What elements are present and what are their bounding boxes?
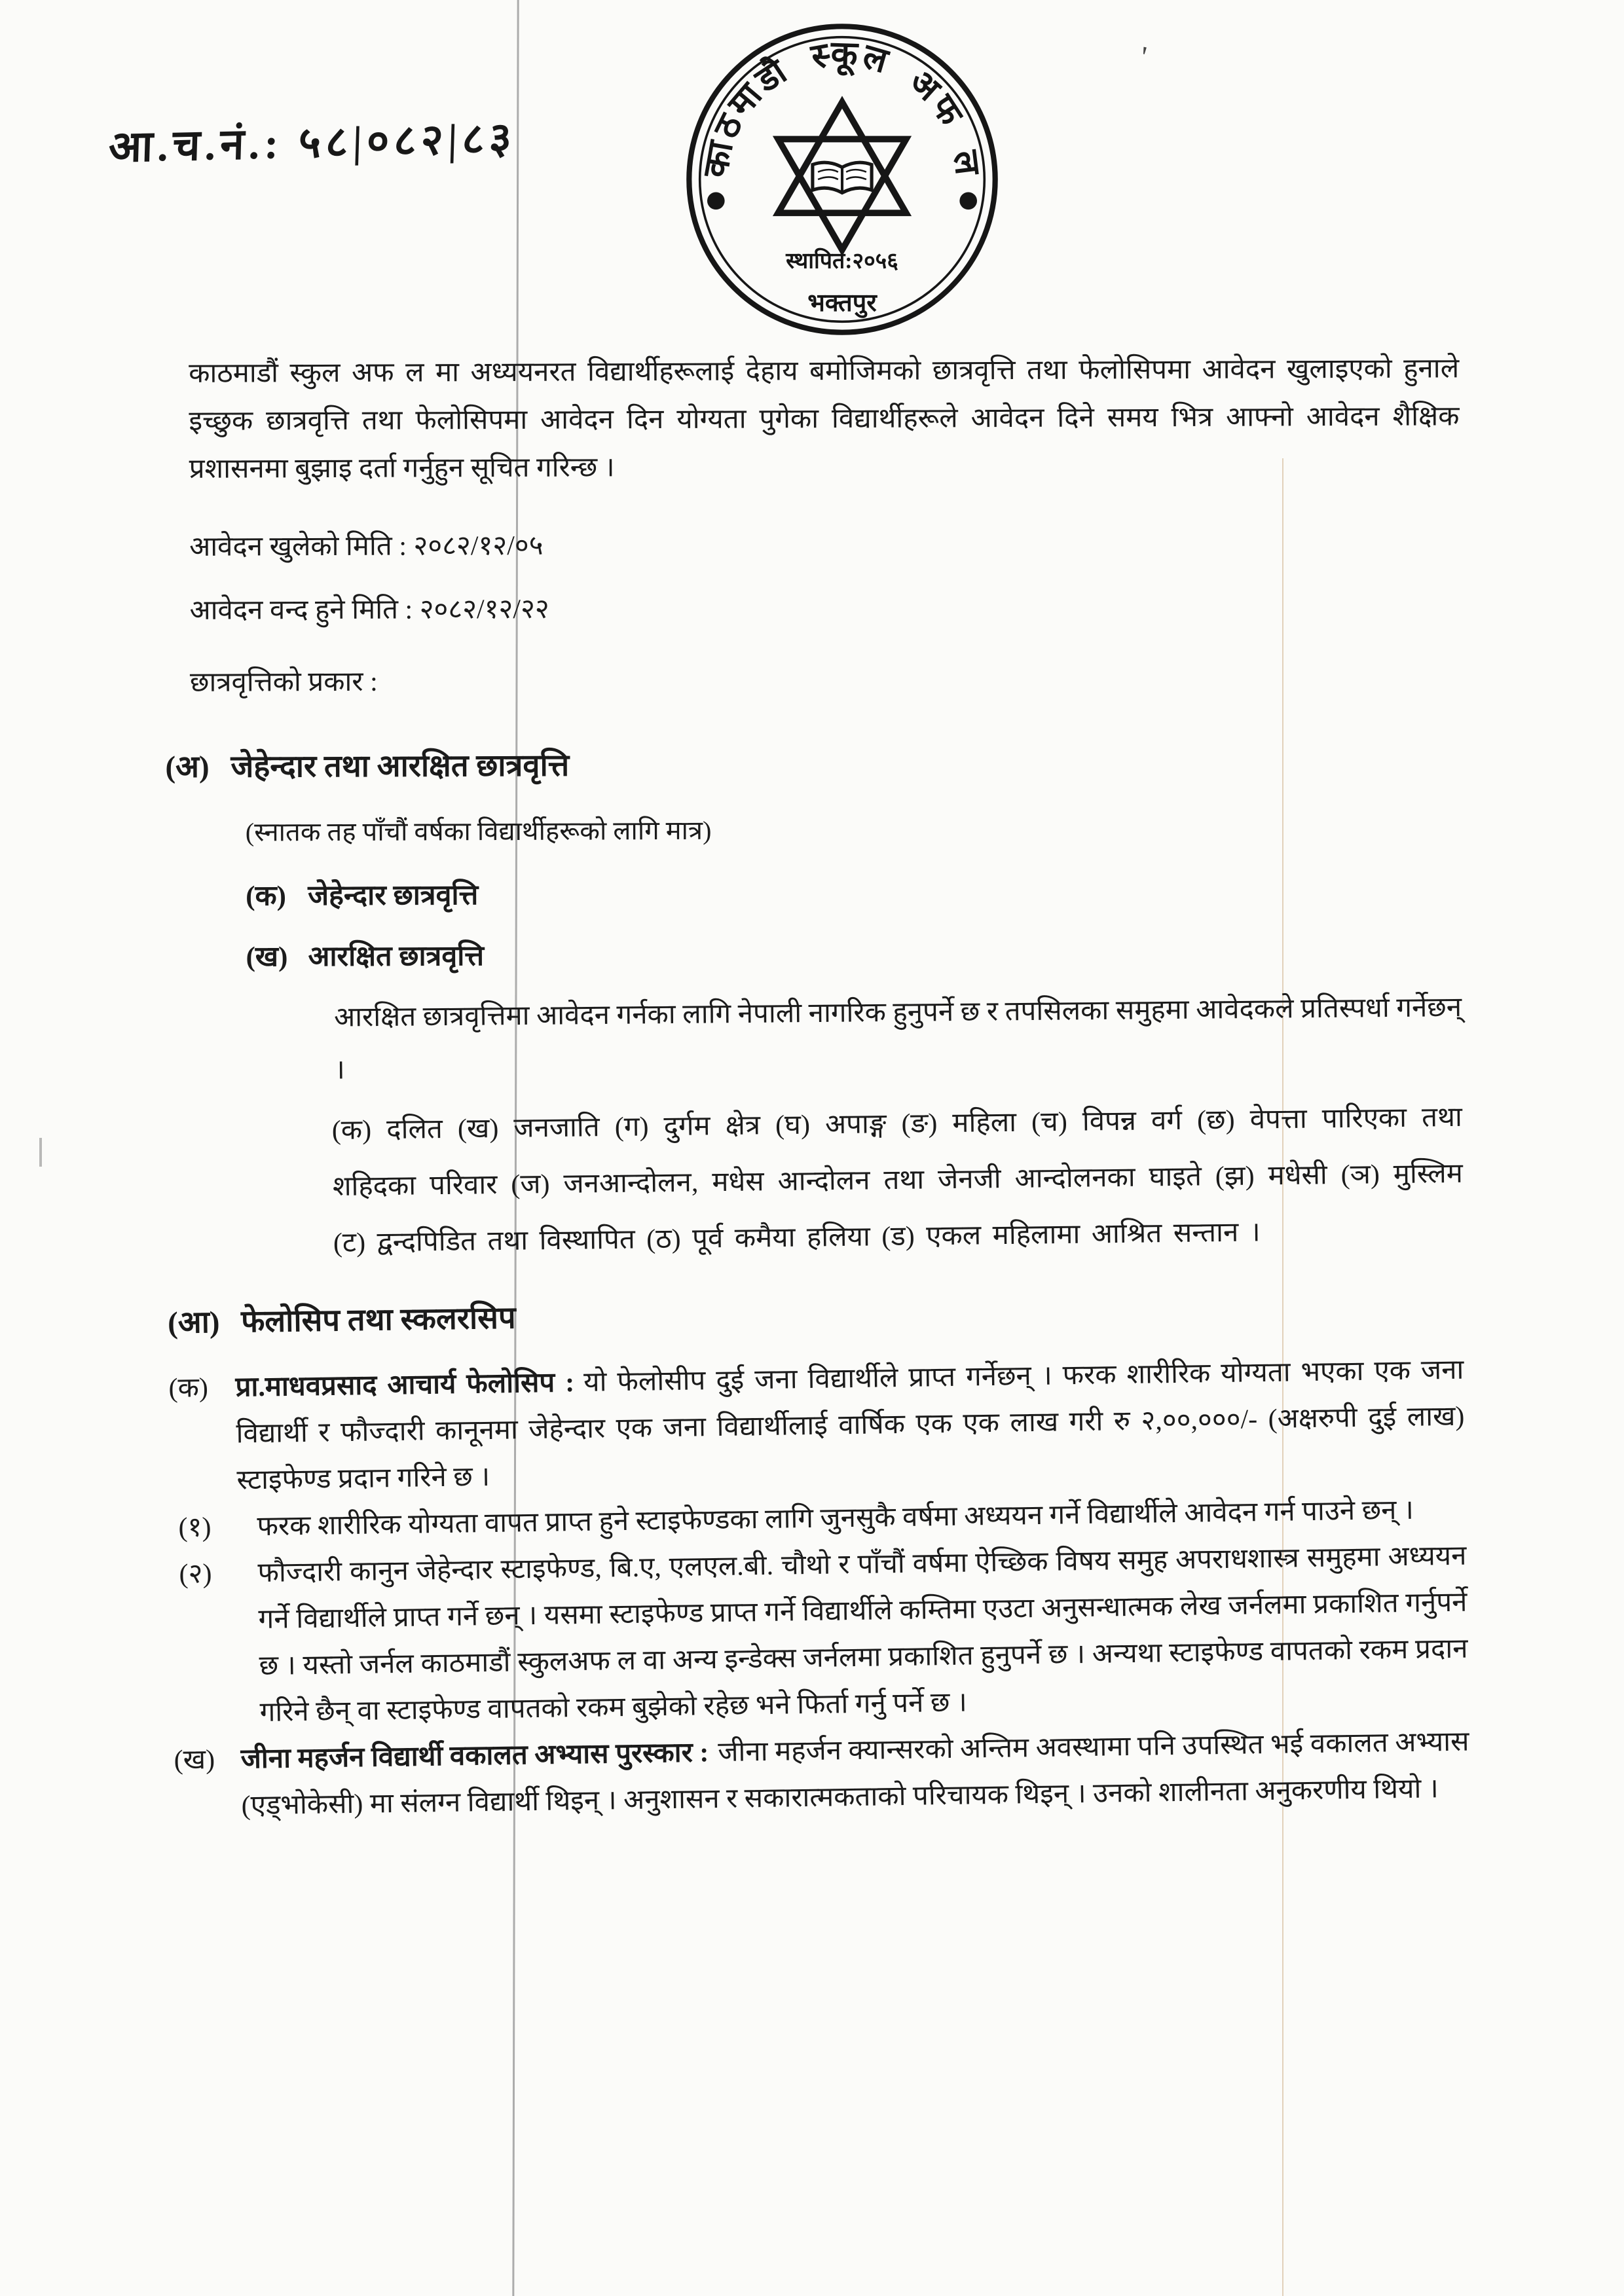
intro-paragraph: काठमाडौं स्कुल अफ ल मा अध्ययनरत विद्यार्थीहरूलाई देहाय बमोजिमको छात्रवृत्ति तथा फेलोसिपमा आवेदन खुलाइएको हुनाले इच्छुक छात्रवृत्ति तथा फेलोसिपमा आवेदन दिन योग्यता पुगेका विद्यार्थीहरूले आवेदन दिने समय भित्र आफ्नो आवेदन शैक्षिक प्रशासनमा बुझाइ दर्ता गर्नुहुन सूचित गरिन्छ ।: [189, 354, 1460, 484]
reserved-requirement-paragraph: आरक्षित छात्रवृत्तिमा आवेदन गर्नका लागि नेपाली नागरिक हुनुपर्ने छ र तपसिलका समुहमा आवेदकले प्रतिस्पर्धा गर्नेछन् ।: [333, 993, 1462, 1085]
fellowship-description: यो फेलोसीप दुई जना विद्यार्थीले प्राप्त गर्नेछन् । फरक शारीरिक योग्यता भएका एक जना विद्यार्थी र फौज्दारी कानूनमा जेहेन्दार एक जना विद्यार्थीलाई वार्षिक एक एक लाख गरी रु २,००,०००/- (अक्षरुपी दुई लाख) स्टाइफेण्ड प्रदान गरिने छ ।: [236, 1355, 1465, 1496]
clause-marker: (१): [178, 1512, 212, 1543]
ref-number-handwritten: आ.च.नं.: ५८|०८२|८३: [107, 114, 517, 172]
scan-margin-tick: [39, 1138, 42, 1167]
item-text: [235, 1347, 1466, 1504]
seal-arc-text: काठमाडौ स्कूल अफ ल: [695, 34, 988, 181]
clause-text: फौज्दारी कानुन जेहेन्दार स्टाइफेण्ड, बि.ए, एलएल.बी. चौथो र पाँचौं वर्षमा ऐच्छिक विषय समुह अपराधशास्त्र समुहमा अध्ययन गर्ने विद्यार्थीले प्राप्त गर्ने छन् । यसमा स्टाइफेण्ड प्राप्त गर्ने विद्यार्थीले कम्तिमा एउटा अनुसन्धात्मक लेख जर्नलमा प्रकाशित गर्नुपर्ने छ । यस्तो जर्नल काठमाडौं स्कुलअफ ल वा अन्य इन्डेक्स जर्नलमा प्रकाशित हुनुपर्ने छ । अन्यथा स्टाइफेण्ड वापतको रकम प्रदान गरिने छैन् वा स्टाइफेण्ड वापतको रकम बुझेको रहेछ भने फिर्ता गर्नु पर्ने छ ।: [257, 1540, 1468, 1728]
seal-left-dot: [707, 192, 725, 210]
item-marker: (ख): [246, 941, 288, 973]
clause-2: [171, 1533, 1469, 1738]
award-name-label: जीना महर्जन विद्यार्थी वकालत अभ्यास पुरस्कार :: [240, 1738, 709, 1775]
fellowship-name-label: प्रा.माधवप्रसाद आचार्य फेलोसिप :: [235, 1368, 575, 1403]
seal-established-text: स्थापित:२०५६: [786, 249, 898, 274]
item-marker: (ख): [174, 1745, 215, 1776]
section-a-title: जेहेन्दार तथा आरक्षित छात्रवृत्ति: [231, 748, 570, 784]
clause-text: फरक शारीरिक योग्यता वापत प्राप्त हुने स्टाइफेण्डका लागि जुनसुकै वर्षमा अध्ययन गर्ने विद्यार्थीले आवेदन गर्न पाउने छन् ।: [257, 1495, 1414, 1542]
open-book-icon: [813, 162, 872, 192]
document-body: [164, 345, 1469, 1831]
section-a-marker: (अ): [165, 750, 210, 784]
reserved-categories-paragraph: (क) दलित (ख) जनजाति (ग) दुर्गम क्षेत्र (घ) अपाङ्ग (ङ) महिला (च) विपन्न वर्ग (छ) वेपत्ता पारिएका तथा शहिदका परिवार (ज) जनआन्दोलन, मधेस आन्दोलन तथा जेनजी आन्दोलनका घाइते (झ) मधेसी (ञ) मुस्लिम (ट) द्वन्दपिडित तथा विस्थापित (ठ) पूर्व कमैया हलिया (ड) एकल महिलामा आश्रित सन्तान ।: [331, 1102, 1464, 1259]
award-description: जीना महर्जन क्यान्सरको अन्तिम अवस्थामा पनि उपस्थित भई वकालत अभ्यास (एड्भोकेसी) मा संलग्न विद्यार्थी थिइन् । अनुशासन र सकारात्मकताको परिचायक थिइन् । उनको शालीनता अनुकरणीय थियो ।: [241, 1726, 1469, 1821]
seal-place-text: भक्तपुर: [807, 289, 877, 317]
item-label: आरक्षित छात्रवृत्ति: [308, 941, 485, 973]
section-a-heading: [165, 736, 1460, 793]
scholarship-item-merit: [166, 867, 1461, 921]
fellowship-section: [168, 1279, 1470, 1831]
clause-marker: (२): [179, 1559, 212, 1590]
seal-right-dot: [959, 192, 977, 210]
item-marker: (क): [246, 881, 286, 912]
section-aa-heading: [168, 1279, 1464, 1349]
fellowship-item-madhav-acharya: [168, 1347, 1466, 1505]
item-marker: (क): [168, 1373, 209, 1404]
item-label: जेहेन्दार छात्रवृत्ति: [308, 880, 479, 912]
section-a-note: (स्नातक तह पाँचौं वर्षका विद्यार्थीहरूको लागि मात्र): [245, 815, 712, 847]
scholarship-types-heading: छात्रवृत्तिको प्रकार :: [189, 666, 378, 698]
scan-artifact-mark: ': [1137, 39, 1149, 74]
scholarship-item-reserved: [166, 928, 1461, 982]
item-text: [240, 1719, 1470, 1830]
school-seal: [681, 18, 1003, 340]
application-close-date: आवेदन वन्द हुने मिति : २०८२/१२/२२: [189, 594, 549, 626]
section-aa-marker: (आ): [167, 1305, 220, 1340]
application-open-date: आवेदन खुलेको मिति : २०८२/१२/०५: [189, 530, 544, 562]
fellowship-item-jina-maharjan: [174, 1719, 1470, 1831]
section-aa-title: फेलोसिप तथा स्कलरसिप: [240, 1301, 516, 1339]
